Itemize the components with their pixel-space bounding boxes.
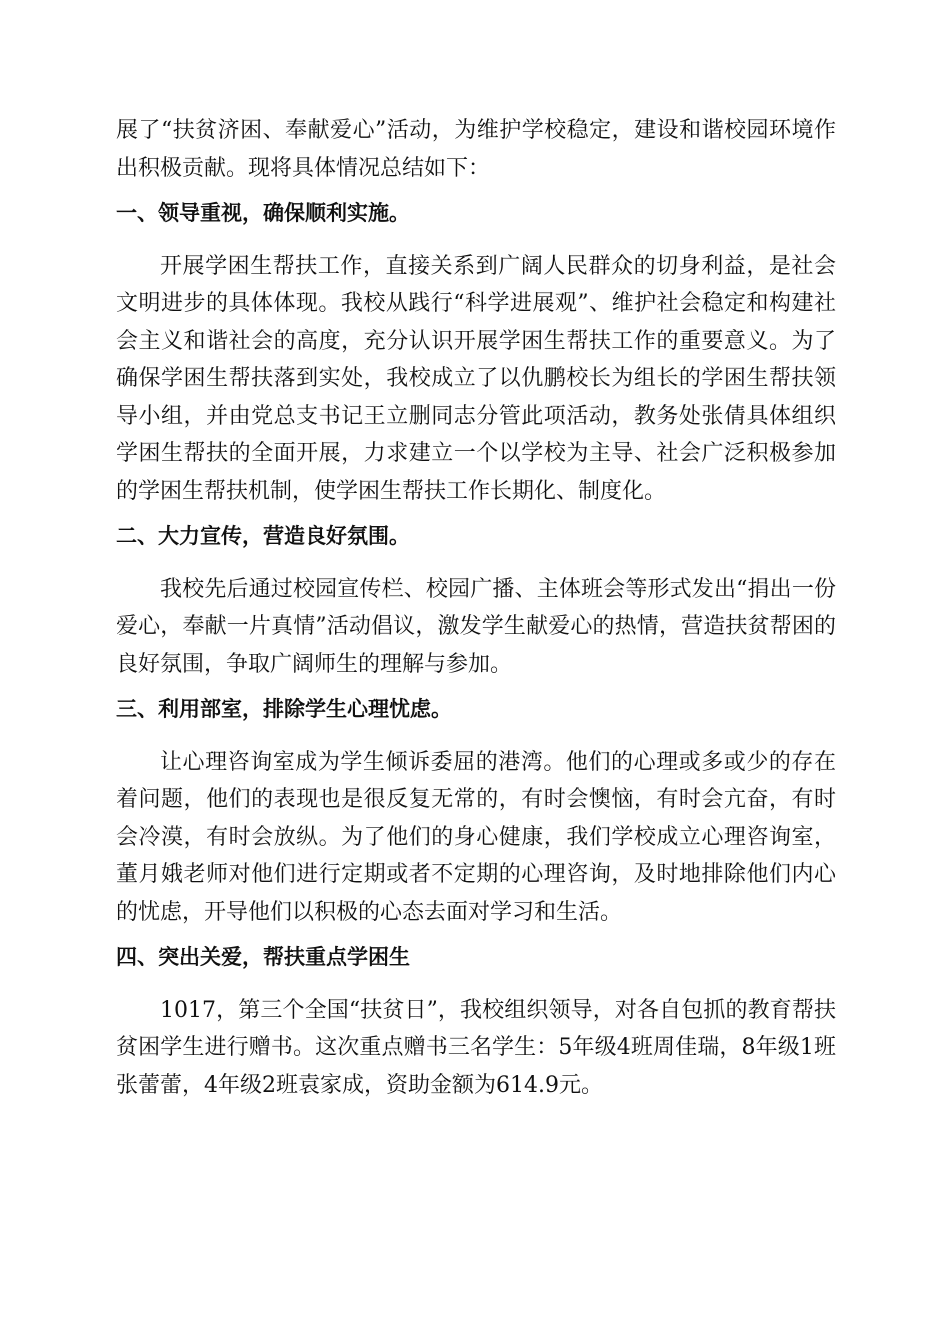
section-1-heading: 一、领导重视，确保顺利实施。: [116, 201, 410, 225]
section-2-body: 我校先后通过校园宣传栏、校园广播、主体班会等形式发出“捐出一份爱心，奉献一片真情”活动倡议，激发学生献爱心的热情，营造扶贫帮困的良好氛围，争取广阔师生的理解与参加。: [116, 576, 836, 677]
intro-paragraph: 展了“扶贫济困、奉献爱心”活动，为维护学校稳定，建设和谐校园环境作出积极贡献。现将具体情况总结如下：: [116, 118, 836, 181]
section-1-body: 开展学困生帮扶工作，直接关系到广阔人民群众的切身利益，是社会文明进步的具体体现。我校从践行“科学进展观”、维护社会稳定和构建社会主义和谐社会的高度，充分认识开展学困生帮扶工作的重要意义。为了确保学困生帮扶落到实处，我校成立了以仇鹏校长为组长的学困生帮扶领导小组，并由党总支书记王立删同志分管此项活动，教务处张倩具体组织学困生帮扶的全面开展，力求建立一个以学校为主导、社会广泛积极参加的学困生帮扶机制，使学困生帮扶工作长期化、制度化。: [116, 253, 836, 504]
section-4-body: 1017，第三个全国“扶贫日”，我校组织领导，对各自包抓的教育帮扶贫困学生进行赠书。这次重点赠书三名学生：5年级4班周佳瑞，8年级1班张蕾蕾，4年级2班袁家成，资助金额为614.9元。: [116, 997, 836, 1098]
document-page: [116, 112, 836, 1104]
section-3-heading: 三、利用部室，排除学生心理忧虑。: [116, 697, 452, 721]
section-4-heading: 四、突出关爱，帮扶重点学困生: [116, 945, 410, 969]
section-3-body: 让心理咨询室成为学生倾诉委屈的港湾。他们的心理或多或少的存在着问题，他们的表现也是很反复无常的，有时会懊恼，有时会亢奋，有时会冷漠，有时会放纵。为了他们的身心健康，我们学校成立心理咨询室，董月娥老师对他们进行定期或者不定期的心理咨询，及时地排除他们内心的忧虑，开导他们以积极的心态去面对学习和生活。: [116, 749, 836, 925]
section-2-heading: 二、大力宣传，营造良好氛围。: [116, 524, 410, 548]
